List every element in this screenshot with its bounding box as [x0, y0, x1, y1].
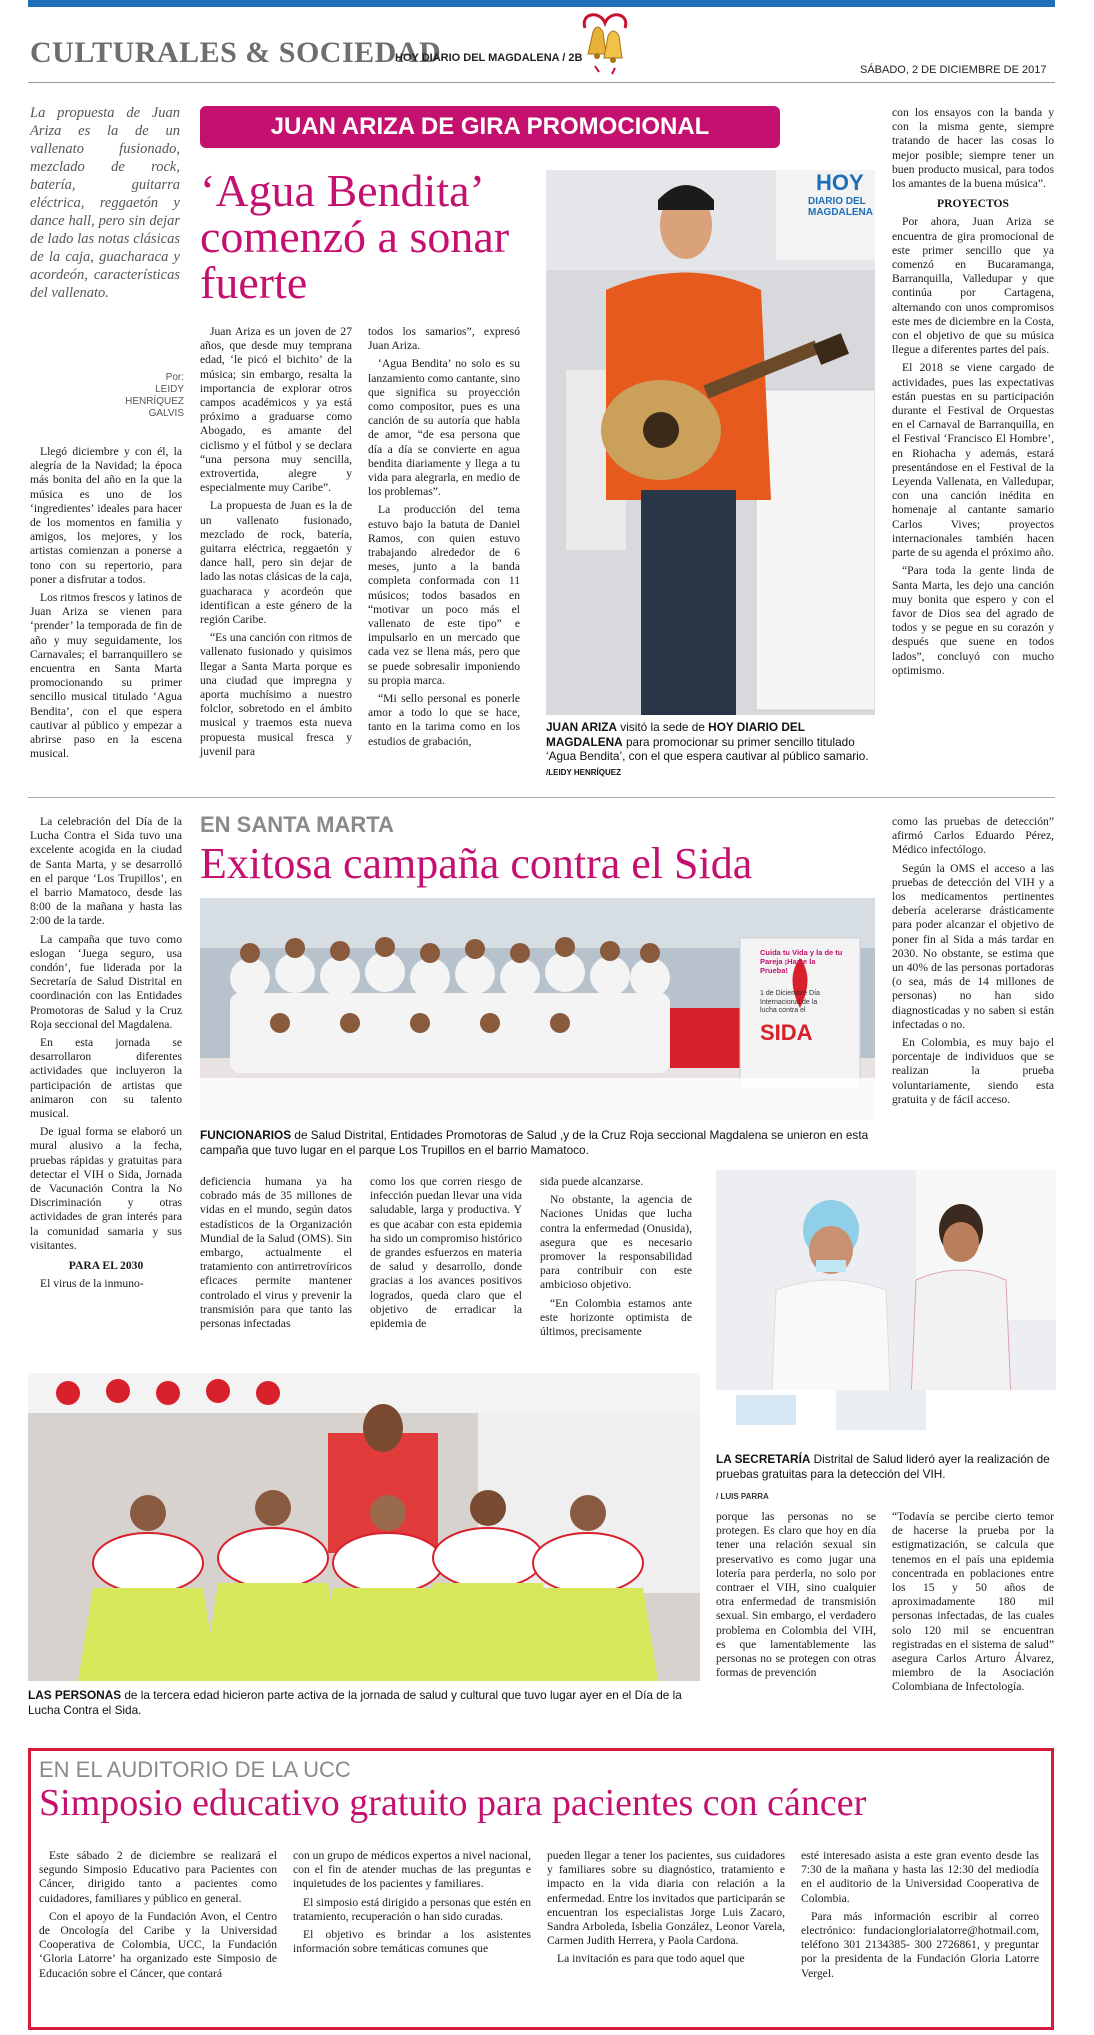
paragraph: pueden llegar a tener los pacientes, sus cuidadores y familiares sobre su diagnóstico, tratamiento e impacto en la vida diaria con relación a la enfermedad. Entre los invitados que participarán se encuentran los especialistas Jorge Luis Zacaro, Sandra Arboleda, Isbelia González, Leonor Varela, Carmen Judith Herrera, y Paola Cardona.: [547, 1849, 785, 1948]
paragraph: En Colombia, es muy bajo el porcentaje de individuos que se realizan la prueba voluntariamente, siendo esta gratuita y de fácil acceso.: [892, 1036, 1054, 1106]
paragraph: Llegó diciembre y con él, la alegría de la Navidad; la época más bonita del año en la que la música es uno de los ‘ingredientes’ ideales para hacer de los momentos en familia y amigos, los mejores, y los artistas comienzan a ponerse a tono con su repertorio, para poner a disfrutar a todos.: [30, 445, 182, 586]
article2-bottom-col2: [892, 1510, 1054, 1699]
secretaria-photo: [716, 1170, 1056, 1448]
paragraph: Con el apoyo de la Fundación Avon, el Centro de Oncología del Caribe y la Universidad Cooperativa de Colombia, UCC, la Fundación ‘Gloria Latorre’ ha organizado este Simposio de Educación sobre el Cáncer, que contará: [39, 1909, 277, 1980]
group-photo-caption: [200, 1128, 880, 1157]
article1-col4: [892, 106, 1054, 682]
paragraph: como las pruebas de detección” afirmó Carlos Eduardo Pérez, Médico infectólogo.: [892, 815, 1054, 857]
paragraph: esté interesado asista a este gran evento desde las 7:30 de la mañana y hasta las 12:30 del mediodía en el auditorio de la Universidad Cooperativa de Colombia.: [801, 1849, 1039, 1905]
article3-col1: [39, 1849, 277, 1985]
paragraph: Juan Ariza es un joven de 27 años, que desde muy temprana edad, ‘le picó el bichito’ de la música; sin embargo, resalta la importancia de explorar otros campos académicos y ya está próximo a graduarse como Abogado, es amante del ciclismo y el fútbol y se declara “una persona muy sencilla, extrovertida, alegre y especialmente muy Caribe”.: [200, 325, 352, 495]
paragraph: De igual forma se elaboró un mural alusivo a la fecha, pruebas rápidas y gratuitas para detectar el VIH o Sida, Jornada de Vacunación Contra la No Discriminación y otras actividades de gran interés para la comunidad samaria y sus visitantes.: [30, 1125, 182, 1252]
banner-sida: SIDA: [760, 1020, 813, 1045]
article3-col4: [801, 1849, 1039, 1985]
secretaria-caption: [716, 1452, 1056, 1481]
paragraph: “En Colombia estamos ante este horizonte optimista de últimos, precisamente: [540, 1296, 692, 1339]
article2-col4: [540, 1175, 692, 1343]
article3-kicker: EN EL AUDITORIO DE LA UCC: [39, 1757, 351, 1782]
paragraph: Este sábado 2 de diciembre se realizará el segundo Simposio Educativo para Pacientes con Cáncer, dirigido tanto a pacientes como cuidadores, familiares y público en general.: [39, 1849, 277, 1905]
byline-name: LEIDY HENRÍQUEZ GALVIS: [125, 384, 184, 419]
article2-kicker: EN SANTA MARTA: [200, 812, 394, 837]
paragraph: todos los samarios”, expresó Juan Ariza.: [368, 325, 520, 353]
paragraph: Por ahora, Juan Ariza se encuentra de gira promocional de este primer sencillo que ya comenzó en Bucaramanga, Barranquilla, Valledupar y que continúa por Cartagena, alternando con unos compromisos este mes de diciembre en la Costa, con el objetivo de que su música llegue a diferentes partes del país.: [892, 215, 1054, 357]
byline: [120, 372, 184, 420]
article2-col1: [30, 815, 182, 1296]
article1-col3: [368, 325, 520, 753]
photo-credit: /LEIDY HENRÍQUEZ: [546, 767, 621, 777]
paragraph: La propuesta de Juan es la de un vallenato fusionado, mezclado de rock, batería, guitarra eléctrica, reggaetón y dance hall, pero sin dejar de lado las notas clásicas de la caja, guacharaca y acordeón que identifican a este género de la región Caribe.: [200, 499, 352, 627]
caption-lead: FUNCIONARIOS: [200, 1128, 292, 1142]
article1-col2: [200, 325, 352, 763]
caption-text: de Salud Distrital, Entidades Promotoras de Salud ,y de la Cruz Roja seccional Magdalena se unieron en esta campaña que tuvo lugar en el parque Los Trupillos en el barrio Mamatoco.: [200, 1128, 869, 1157]
top-blue-bar: [28, 0, 1055, 7]
photo-sign-paper: DIARIO DEL MAGDALENA: [808, 196, 873, 218]
paragraph: Los ritmos frescos y latinos de Juan Ariza se vienen para ‘prender’ la temporada de fin de año y muy seguidamente, los Carnavales; el barranquillero se encuentra en Santa Marta promocionando su primer sencillo musical titulado ‘Agua Bendita’, con el que espera cautivar al público y empezar a abrirse paso en la escena musical.: [30, 591, 183, 761]
paragraph: No obstante, la agencia de Naciones Unidas que lucha contra la enfermedad (Onusida), asegura que es necesario promover la responsabilidad para contribuir con este ambicioso objetivo.: [540, 1193, 692, 1292]
subhead-proyectos: PROYECTOS: [937, 197, 1009, 211]
symposium-box: [28, 1748, 1054, 2030]
byline-label: Por:: [165, 372, 184, 383]
paragraph: “Todavía se percibe cierto temor de hacerse la prueba por la estigmatización, se calcula que tenemos en el país una epidemia concentrada en poblaciones entre los 15 y 50 años de aproximadamente 180 mil personas infectadas, de las cuales solo 120 mil se encuentran registradas en el sistema de salud” asegura Carlos Arturo Álvarez, miembro de la Asociación Colombiana de Infectología.: [892, 1510, 1054, 1694]
paragraph: “Es una canción con ritmos de vallenato fusionado y quisimos llegar a Santa Marta porque es una ciudad que impregna y aporta muchísimo a nuestro folclor, sobretodo en el ámbito musical y traemos esta nueva propuesta musical fresca y juvenil para: [200, 631, 352, 758]
paragraph: “Mi sello personal es ponerle amor a todo lo que se hace, tanto en la tarima como en los estudios de grabación,: [368, 692, 520, 748]
paragraph: En esta jornada se desarrollaron diferentes actividades que incluyeron la participación de artistas que animaron con su talento musical.: [30, 1036, 182, 1121]
subhead-2030: PARA EL 2030: [68, 1259, 144, 1273]
photo-credit: / LUIS PARRA: [716, 1492, 769, 1501]
caption-text: visitó la sede de: [617, 720, 709, 734]
kicker-banner: JUAN ARIZA DE GIRA PROMOCIONAL: [200, 106, 780, 148]
article1-col1: [30, 445, 182, 765]
bells-ornament: [575, 8, 635, 78]
paragraph: sida puede alcanzarse.: [540, 1175, 644, 1188]
banner-slogan: Cuida tu Vida y la de tu Pareja ¡Hazte la Prueba!: [760, 948, 843, 975]
lead-pullquote: La propuesta de Juan Ariza es la de un vallenato fusionado, mezclado de rock, batería, guitarra eléctrica, reggaetón y dance hall, pero sin dejar de lado las notas clásicas de la caja, guacharaca y acordeón, características del vallenato.: [30, 105, 180, 301]
article2-col3: [370, 1175, 522, 1335]
headline: ‘Agua Bendita’ comenzó a sonar fuerte: [200, 165, 510, 308]
caption-paper: HOY DIARIO DEL MAGDALENA: [546, 720, 805, 749]
paragraph: La celebración del Día de la Lucha Contra el Sida tuvo una excelente acogida en la ciudad de Santa Marta, y se desarrolló en el parque ‘Los Trupillos’, en el barrio Mamatoco, desde las 8:00 de la mañana y hasta las 2:00 de la tarde.: [30, 815, 182, 928]
banner-date: 1 de Diciembre Día Internacional de la lucha contra el: [760, 990, 820, 1014]
paragraph: El simposio está dirigido a personas que estén en tratamiento, recuperación o han sido curadas.: [293, 1895, 531, 1923]
paragraph: La producción del tema estuvo bajo la batuta de Daniel Ramos, con quien estuvo trabajando alrededor de 6 meses, junto a la banda completa conformada con 11 músicos; todos basados en “motivar un poco más el vallenato de este tipo” e impulsarlo en un mercado que cada vez se llena más, pero que se puede sobresalir imponiendo su propia marca.: [368, 503, 520, 687]
caption-lead: LAS PERSONAS: [28, 1688, 122, 1702]
paragraph: porque las personas no se protegen. Es claro que hoy en día tener una relación sexual sin preservativo es como jugar una lotería para perderla, no solo por contraer el VIH, sino cualquier otra enfermedad de transmisión sexual. Sin embargo, el verdadero problema en Colombia del VIH, es que lamentablemente las personas no se protegen con otras formas de prevención: [716, 1510, 876, 1680]
juan-ariza-caption: [546, 720, 876, 780]
photo-sign-hoy: HOY: [816, 170, 864, 195]
section-title: CULTURALES & SOCIEDAD: [30, 36, 442, 69]
elderly-caption: [28, 1688, 708, 1717]
paragraph: La invitación es para que todo aquel que: [557, 1952, 745, 1966]
elderly-photo: [28, 1373, 700, 1681]
paragraph: El 2018 se viene cargado de actividades, pues las expectativas están puestas en su participación durante el Festival de Orquestas en el Carnaval de Barranquilla, en el Festival ‘Francisco El Hombre’, en Riohacha y además, estará presentándose en el Festival de la Leyenda Vallenata, en Valledupar, con una canción inédita en homenaje al cantante samario Carlos Vives; proyectos internacionales también hacen parte de su agenda el próximo año.: [892, 361, 1054, 560]
caption-lead: JUAN ARIZA: [546, 720, 618, 734]
juan-ariza-photo: [546, 170, 875, 715]
article3-headline: Simposio educativo gratuito para pacientes con cáncer: [39, 1782, 867, 1824]
article2-bottom-col1: [716, 1510, 876, 1684]
paragraph: El virus de la inmuno-: [40, 1277, 144, 1291]
paragraph: Para más información escribir al correo electrónico: fundacionglorialatorre@hotmail.com, teléfono 301 2134385- 300 2726861, y preguntar por la presidenta de la Fundación Gloria Latorre Vergel.: [801, 1909, 1039, 1980]
article2-headline: Exitosa campaña contra el Sida: [200, 839, 753, 888]
paper-name: HOY DIARIO DEL MAGDALENA / 2B: [395, 52, 583, 64]
caption-text: para promocionar su primer sencillo titulado ‘Agua Bendita’, con el que espera cautivar al público samario.: [546, 734, 869, 763]
paragraph: con los ensayos con la banda y con la misma gente, siempre tratando de hacer las cosas lo mejor posible; siempre tener un buen producto musical, para todos los amantes de la buena música”.: [892, 106, 1054, 191]
paragraph: “Para toda la gente linda de Santa Marta, les dejo una canción muy bonita que espero y con el favor de Dios sea del agrado de todos y se pegue en su corazón y después que suene en todos lados”, concluyó con mucho optimismo.: [892, 564, 1054, 677]
issue-date: SÁBADO, 2 DE DICIEMBRE DE 2017: [860, 64, 1047, 76]
paragraph: como los que corren riesgo de infección puedan llevar una vida saludable, larga y productiva. Y es que acabar con esta epidemia ha sido un compromiso histórico de grandes esfuerzos en materia de salud y desarrollo, donde gracias a los avances positivos logrados, queda claro que el objetivo de erradicar la epidemia de: [370, 1175, 522, 1331]
article3-col3: [547, 1849, 785, 1971]
section-divider: [28, 797, 1055, 798]
article2-col2: [200, 1175, 352, 1335]
paragraph: La campaña que tuvo como eslogan ‘Juega seguro, usa condón’, fue liderada por la Secretaría de Salud Distrital en coordinación con las Entidades Promotoras de Salud y la Cruz Roja seccional del Magdalena.: [30, 932, 182, 1031]
article3-col2: [293, 1849, 531, 1960]
header-rule: [28, 82, 1055, 83]
campaign-group-photo: [200, 898, 875, 1120]
paragraph: El objetivo es brindar a los asistentes información sobre temáticas comunes que: [293, 1928, 531, 1956]
caption-text: de la tercera edad hicieron parte activa de la jornada de salud y cultural que tuvo lugar ayer en el Día de la Lucha Contra el Sida.: [28, 1688, 682, 1717]
article2-right-col: [892, 815, 1054, 1111]
paragraph: con un grupo de médicos expertos a nivel nacional, con el fin de atender muchas de las preguntas e inquietudes de los pacientes y familiares.: [293, 1849, 531, 1891]
caption-lead: LA SECRETARÍA: [716, 1452, 811, 1466]
paragraph: ‘Agua Bendita’ no solo es su lanzamiento como cantante, sino que significa su proyección como compositor, pues es una canción de su autoría que habla de amor, “de esa persona que día a día se convierte en agua bendita diariamente y llega a tu vida para alegrarla, en medio de los problemas”.: [368, 357, 520, 499]
caption-text: Distrital de Salud lideró ayer la realización de pruebas gratuitas para la detección del VIH.: [716, 1452, 1050, 1481]
paragraph: deficiencia humana ya ha cobrado más de 35 millones de vidas en el mundo, según datos estadísticos de la Organización Mundial de la Salud (OMS). Sin embargo, actualmente el tratamiento con antirretrovíricos eficaces permite mantener controlado el virus y prevenir la transmisión para que tanto las personas infectadas: [200, 1175, 352, 1331]
paragraph: Según la OMS el acceso a las pruebas de detección del VIH y a los medicamentos pertinentes debería acelerarse drásticamente para poder alcanzar el objetivo de poner fin al Sida a más tardar en 2030. No obstante, se estima que un 40% de las personas portadoras (o sea, más de 14 millones de personas) no han sido diagnosticadas y no saben si están infectadas o no.: [892, 861, 1054, 1031]
